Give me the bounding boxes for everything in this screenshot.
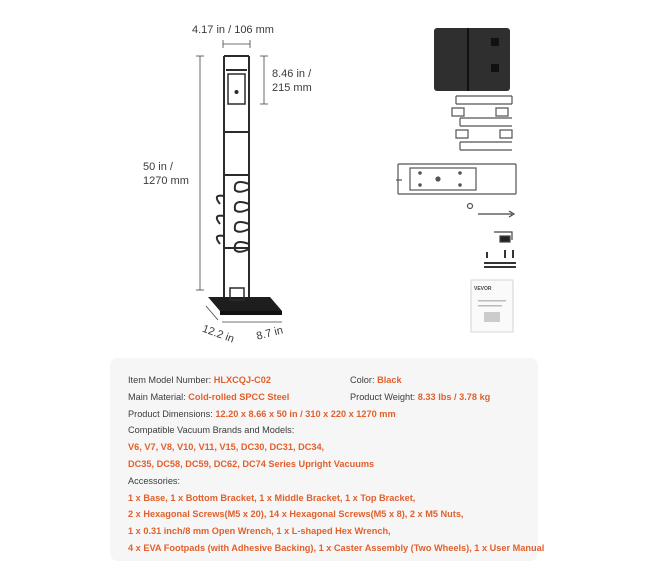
total-height-label-1: 50 in /	[143, 161, 173, 173]
bracket-height-label-2: 215 mm	[272, 82, 312, 94]
manual-brand-text: VEVOR	[474, 286, 492, 292]
dimensions-label: Product Dimensions:	[128, 408, 213, 419]
stand-base	[208, 288, 282, 315]
dimensions-value: 12.20 x 8.66 x 50 in / 310 x 220 x 1270 mm	[215, 408, 396, 419]
bracket-height-label-1: 8.46 in /	[272, 68, 312, 80]
spec-row-material-weight	[128, 389, 544, 406]
accessories-line-2: 2 x Hexagonal Screws(M5 x 20), 14 x Hexagonal Screws(M5 x 8), 2 x M5 Nuts,	[128, 509, 464, 520]
part-middle-brackets	[452, 96, 512, 150]
part-top-bracket	[434, 28, 510, 91]
part-user-manual	[471, 280, 513, 332]
compatible-models-label: Compatible Vacuum Brands and Models:	[128, 425, 295, 436]
color-label: Color:	[350, 375, 375, 385]
part-bottom-bracket	[396, 164, 516, 209]
accessory-hooks	[217, 182, 249, 252]
base-depth-label: 12.2 in	[200, 322, 236, 346]
total-height-dimension-line	[196, 56, 204, 290]
spec-row-dimensions	[128, 406, 544, 423]
model-label: Item Model Number:	[128, 375, 212, 385]
spec-row-model-color	[128, 372, 544, 389]
part-screws	[484, 250, 516, 268]
accessories-line-1: 1 x Base, 1 x Bottom Bracket, 1 x Middle Bracket, 1 x Top Bracket,	[128, 492, 416, 503]
accessories-line-4: 4 x EVA Footpads (with Adhesive Backing), 1 x Caster Assembly (Two Wheels), 1 x User Manual	[128, 542, 545, 553]
accessories-label: Accessories:	[128, 475, 181, 486]
bracket-height-dimension-line	[260, 56, 268, 104]
part-wrenches	[478, 211, 514, 242]
top-width-dimension-line	[223, 40, 250, 48]
compatible-models-line-1: V6, V7, V8, V10, V11, V15, DC30, DC31, DC34,	[128, 442, 325, 453]
weight-label: Product Weight:	[350, 391, 416, 402]
color-value: Black	[377, 375, 402, 385]
weight-field	[350, 389, 490, 406]
weight-value: 8.33 lbs / 3.78 kg	[417, 391, 491, 402]
specification-card	[110, 358, 545, 561]
model-value: HLXCQJ-C02	[213, 375, 271, 385]
base-width-label: 8.7 in	[255, 324, 285, 343]
compatible-models-line-2: DC35, DC58, DC59, DC62, DC74 Series Upright Vacuums	[128, 458, 375, 469]
accessories-line-3: 1 x 0.31 inch/8 mm Open Wrench, 1 x L-shaped Hex Wrench,	[128, 526, 391, 537]
top-width-label: 4.17 in / 106 mm	[192, 24, 274, 36]
material-value: Cold-rolled SPCC Steel	[188, 391, 290, 402]
total-height-label-2: 1270 mm	[143, 175, 189, 187]
color-field	[350, 372, 402, 389]
material-label: Main Material:	[128, 391, 186, 402]
top-bracket-plate	[228, 74, 245, 104]
specification-list	[128, 372, 544, 557]
